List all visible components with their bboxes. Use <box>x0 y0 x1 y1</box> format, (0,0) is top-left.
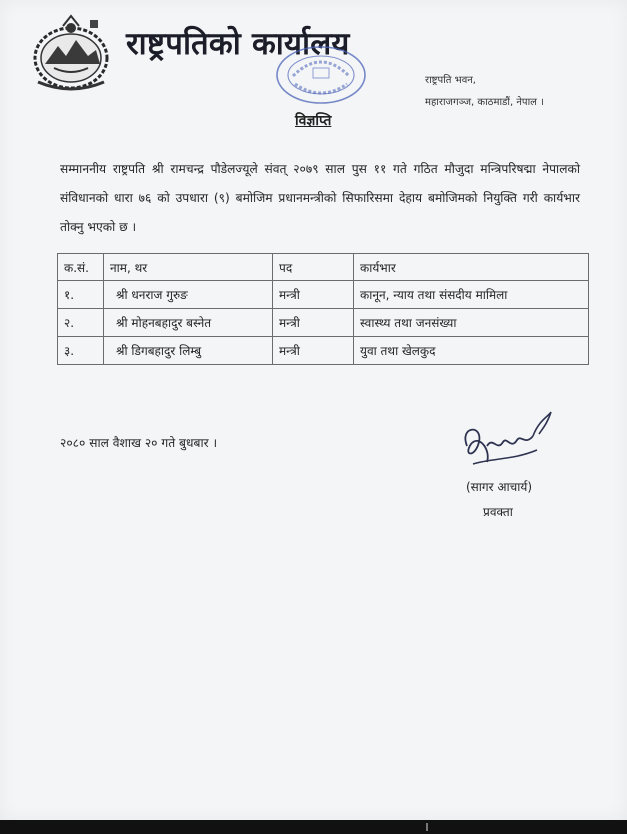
row-portfolio: कानून, न्याय तथा संसदीय मामिला <box>354 281 589 309</box>
row-sn: ३. <box>58 337 104 365</box>
table-row <box>58 281 589 309</box>
notice-body: सम्माननीय राष्ट्रपति श्री रामचन्द्र पौडेलज्यूले संवत् २०७९ साल पुस ११ गते गठित मौजुदा मन्त्रिपरिषद्मा नेपालको संविधानको धारा ७६ को उपधारा (९) बमोजिम प्रधानमन्त्रीको सिफारिसमा देहाय बमोजिमको नियुक्ति गरी कार्यभार तोक्नु भएको छ । <box>60 162 580 234</box>
row-post: मन्त्री <box>273 337 354 365</box>
row-name: श्री डिगबहादुर लिम्बु <box>104 337 273 365</box>
column-header-sn: क.सं. <box>58 254 104 281</box>
scroll-indicator <box>426 823 428 831</box>
office-title: राष्ट्रपतिको कार्यालय <box>126 26 350 62</box>
row-sn: २. <box>58 309 104 337</box>
row-portfolio: स्वास्थ्य तथा जनसंख्या <box>354 309 589 337</box>
row-sn: १. <box>58 281 104 309</box>
column-header-name: नाम, थर <box>104 254 273 281</box>
signer-role: प्रवक्ता <box>483 505 513 519</box>
signer-name: (सागर आचार्य) <box>466 480 533 494</box>
table-row <box>58 337 589 365</box>
notice-date: २०८० साल वैशाख २० गते बुधबार । <box>60 436 218 450</box>
nepal-emblem-icon <box>28 12 114 96</box>
row-name: श्री धनराज गुरुङ <box>104 281 273 309</box>
column-header-portfolio: कार्यभार <box>354 254 589 281</box>
table-row <box>58 309 589 337</box>
row-post: मन्त्री <box>273 281 354 309</box>
screen-bottom-bar <box>0 820 627 834</box>
table-header-row <box>58 254 589 281</box>
row-portfolio: युवा तथा खेलकुद <box>354 337 589 365</box>
office-seal-icon <box>271 40 371 110</box>
handwritten-signature-icon <box>453 406 563 478</box>
appointments-table <box>57 253 589 365</box>
column-header-post: पद <box>273 254 354 281</box>
address-line-1: राष्ट्रपति भवन, <box>425 75 476 86</box>
address-line-2: महाराजगञ्ज, काठमाडौं, नेपाल । <box>425 97 544 108</box>
row-name: श्री मोहनबहादुर बस्नेत <box>104 309 273 337</box>
notice-title: विज्ञप्ति <box>295 113 332 129</box>
row-post: मन्त्री <box>273 309 354 337</box>
